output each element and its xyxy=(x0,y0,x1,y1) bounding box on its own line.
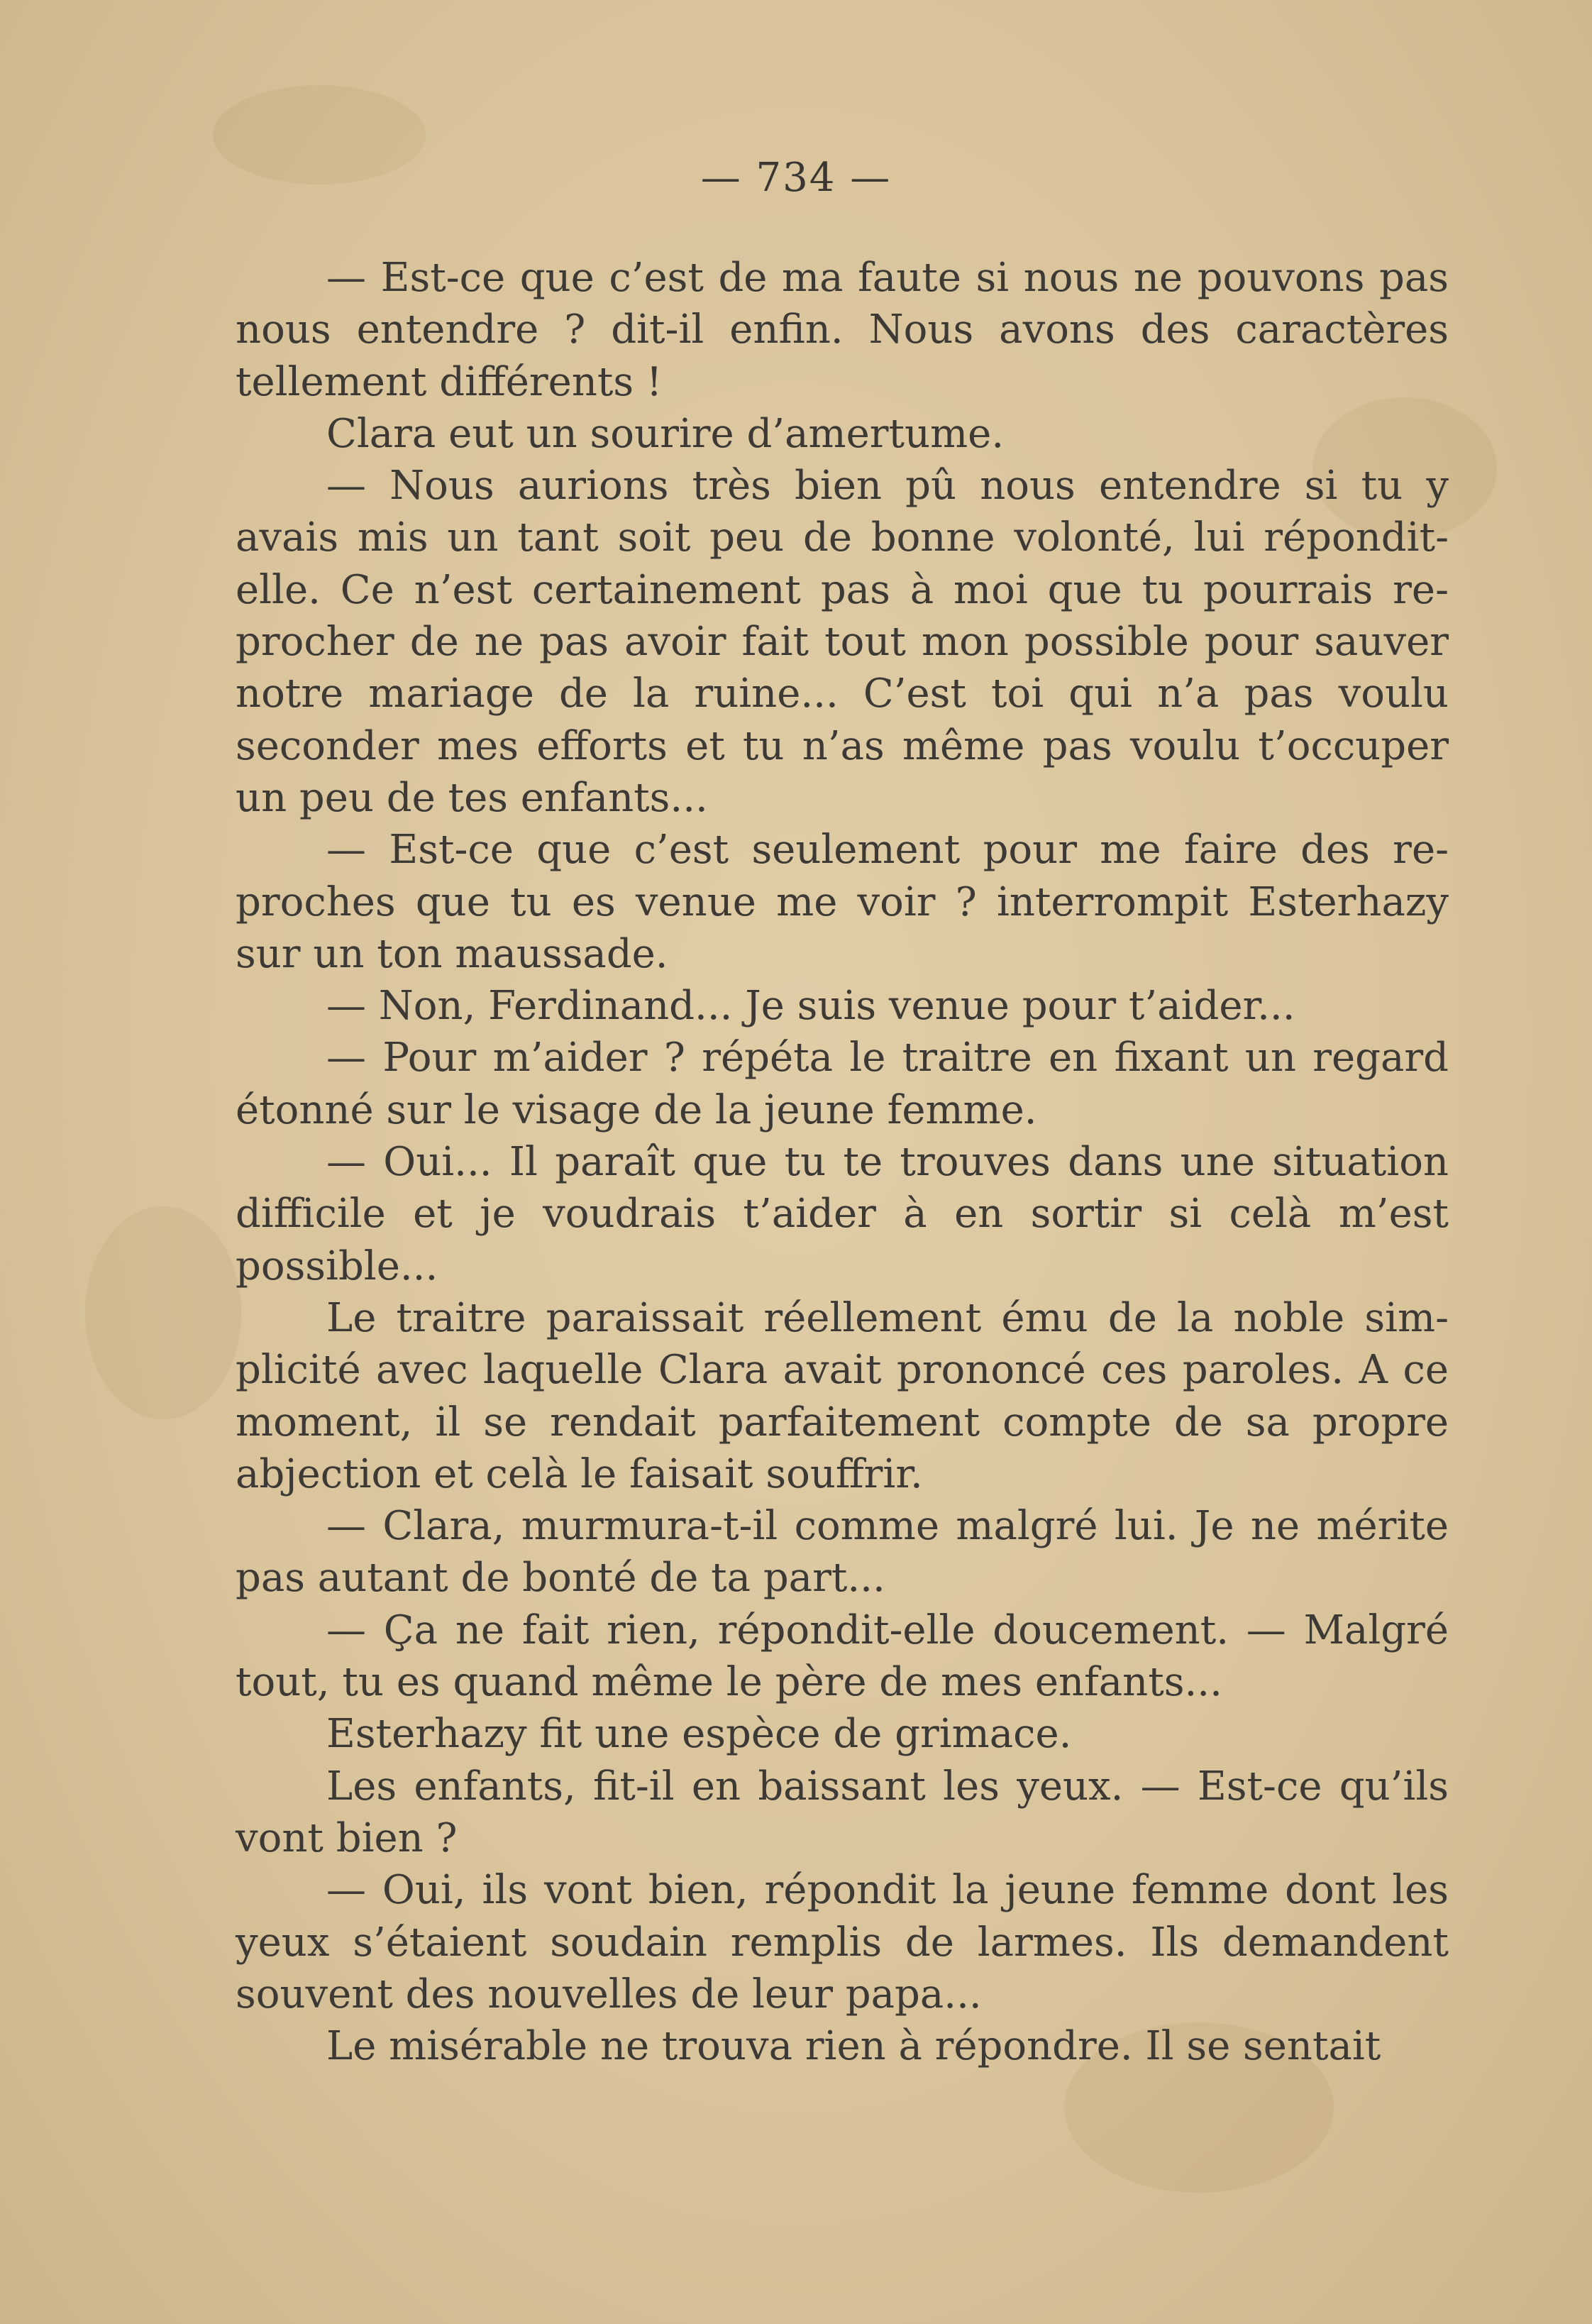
paragraph: — Ça ne fait rien, répondit-elle doucement. — Malgré tout, tu es quand même le père de mes enfants... xyxy=(236,1607,1449,1706)
paragraph: — Pour m’aider ? répéta le traitre en fixant un regard étonné sur le visage de la jeune femme. xyxy=(236,1035,1449,1133)
paragraph: — Est-ce que c’est seulement pour me faire des reproches que tu es venue me voir ? interrompit Esterhazy sur un ton maussade. xyxy=(236,827,1449,977)
paragraph: — Oui... Il paraît que tu te trouves dans une situation difficile et je voudrais t’aider à en sortir si celà m’est possible... xyxy=(236,1139,1449,1289)
body-text xyxy=(236,252,1449,2072)
paragraph: — Nous aurions très bien pû nous entendre si tu y avais mis un tant soit peu de bonne volonté, lui réponditelle. Ce n’est certainement pas à moi que tu pourrais reprocher de ne pas avoir fait tout mon possible pour sauver notre mariage de la ruine... C’est toi qui n’a pas voulu seconder mes efforts et tu n’as même pas voulu t’occuper un peu de tes enfants... xyxy=(236,463,1449,821)
paragraph: Le misérable ne trouva rien à répondre. Il se sentait xyxy=(326,2023,1381,2070)
paragraph: Esterhazy fit une espèce de grimace. xyxy=(326,1711,1072,1758)
paragraph: Les enfants, fit-il en baissant les yeux. — Est-ce qu’ils vont bien ? xyxy=(236,1763,1449,1861)
paragraph: — Est-ce que c’est de ma faute si nous ne pouvons pas nous entendre ? dit-il enfin. Nous avons des caractères tellement différents ! xyxy=(236,255,1449,405)
paragraph: — Oui, ils vont bien, répondit la jeune femme dont les yeux s’étaient soudain remplis de larmes. Ils demandent souvent des nouvelles de leur papa... xyxy=(236,1867,1449,2017)
paragraph: — Non, Ferdinand... Je suis venue pour t’aider... xyxy=(326,983,1295,1030)
page-number: — 734 — xyxy=(700,155,892,201)
paragraph: — Clara, murmura-t-il comme malgré lui. Je ne mérite pas autant de bonté de ta part... xyxy=(236,1503,1449,1602)
paragraph: Le traitre paraissait réellement ému de la noble simplicité avec laquelle Clara avait prononcé ces paroles. A ce moment, il se rendait parfaitement compte de sa propre abjection et celà le faisait souffrir. xyxy=(236,1294,1449,1497)
paragraph: Clara eut un sourire d’amertume. xyxy=(326,410,1005,457)
paper-stain xyxy=(85,1206,241,1419)
